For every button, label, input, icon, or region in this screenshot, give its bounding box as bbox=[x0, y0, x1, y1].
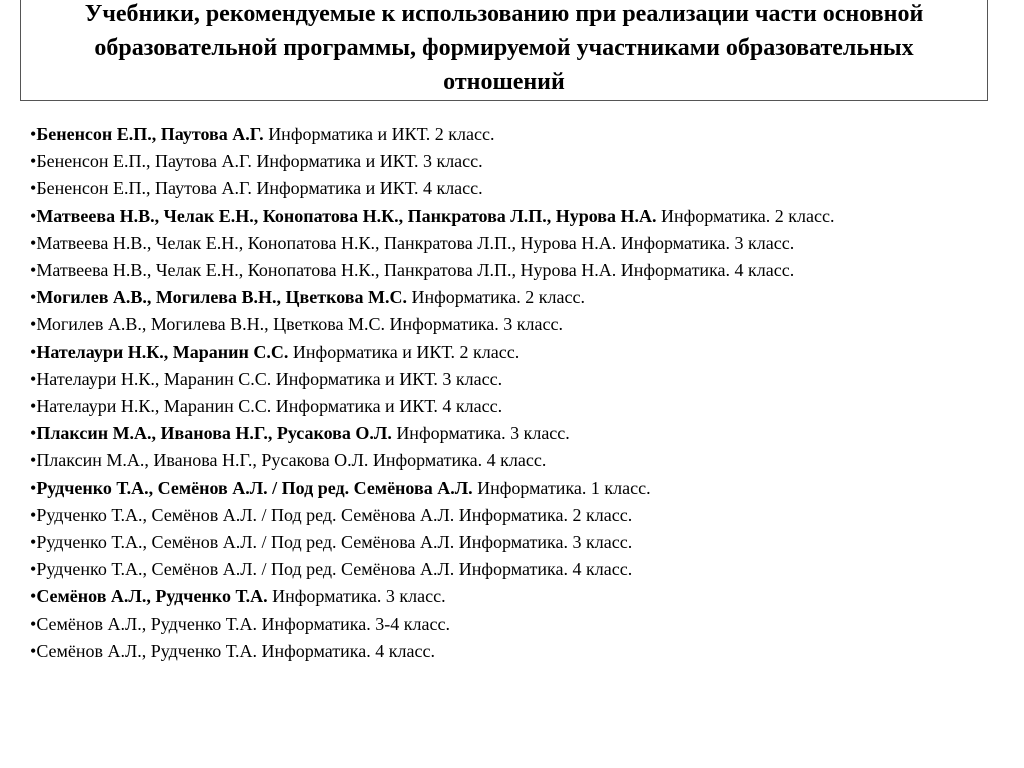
bullet-marker: • bbox=[30, 640, 37, 661]
item-title: Информатика. 4 класс. bbox=[256, 640, 435, 661]
list-item bbox=[30, 420, 978, 447]
item-authors: Бененсон Е.П., Паутова А.Г. bbox=[36, 124, 264, 144]
item-authors: Нателаури Н.К., Маранин С.С. bbox=[36, 396, 272, 417]
bullet-marker: • bbox=[30, 124, 37, 144]
list-item bbox=[30, 393, 978, 420]
item-authors: Бененсон Е.П., Паутова А.Г. bbox=[36, 151, 252, 172]
item-authors: Плаксин М.А., Иванова Н.Г., Русакова О.Л. bbox=[36, 423, 392, 444]
item-title: Информатика. 2 класс. bbox=[656, 205, 835, 226]
item-title: Информатика. 3 класс. bbox=[267, 586, 446, 607]
item-authors: Нателаури Н.К., Маранин С.С. bbox=[36, 368, 272, 389]
bullet-marker: • bbox=[30, 287, 37, 308]
bullet-marker: • bbox=[30, 205, 37, 226]
item-authors: Семёнов А.Л., Рудченко Т.А. bbox=[36, 613, 257, 634]
list-item bbox=[30, 638, 978, 665]
page-title: Учебники, рекомендуемые к использованию при реализации части основной образовательной программы, формируемой участниками образовательных отношений bbox=[84, 1, 924, 95]
item-authors: Матвеева Н.В., Челак Е.Н., Конопатова Н.К., Панкратова Л.П., Нурова Н.А. bbox=[36, 205, 657, 226]
item-authors: Матвеева Н.В., Челак Е.Н., Конопатова Н.К., Панкратова Л.П., Нурова Н.А. bbox=[36, 260, 617, 281]
item-title: Информатика. 4 класс. bbox=[616, 260, 795, 281]
list-item bbox=[30, 311, 978, 338]
list-item bbox=[30, 502, 978, 529]
bullet-marker: • bbox=[30, 396, 37, 417]
item-authors: Рудченко Т.А., Семёнов А.Л. / Под ред. Семёнова А.Л. bbox=[36, 559, 455, 580]
list-item bbox=[30, 203, 978, 230]
bullet-marker: • bbox=[30, 151, 37, 172]
item-authors: Бененсон Е.П., Паутова А.Г. bbox=[36, 178, 252, 199]
item-authors: Плаксин М.А., Иванова Н.Г., Русакова О.Л. bbox=[36, 450, 369, 471]
list-item bbox=[30, 447, 978, 474]
list-item bbox=[30, 148, 978, 175]
list-item bbox=[30, 339, 978, 366]
list-item bbox=[30, 121, 978, 148]
bullet-marker: • bbox=[30, 532, 37, 553]
item-authors: Рудченко Т.А., Семёнов А.Л. / Под ред. Семёнова А.Л. bbox=[36, 477, 473, 498]
item-title: Информатика. 3 класс. bbox=[454, 532, 633, 553]
textbook-list bbox=[30, 121, 978, 665]
list-item bbox=[30, 611, 978, 638]
item-title: Информатика и ИКТ. 3 класс. bbox=[271, 368, 503, 389]
item-title: Информатика и ИКТ. 4 класс. bbox=[271, 396, 503, 417]
bullet-marker: • bbox=[30, 504, 37, 525]
item-title: Информатика и ИКТ. 2 класс. bbox=[288, 341, 520, 362]
item-authors: Семёнов А.Л., Рудченко Т.А. bbox=[36, 640, 257, 661]
item-title: Информатика. 1 класс. bbox=[472, 477, 651, 498]
bullet-marker: • bbox=[30, 450, 37, 471]
list-item bbox=[30, 257, 978, 284]
item-title: Информатика и ИКТ. 3 класс. bbox=[251, 151, 483, 172]
list-item bbox=[30, 556, 978, 583]
item-title: Информатика. 3 класс. bbox=[616, 232, 795, 253]
item-authors: Матвеева Н.В., Челак Е.Н., Конопатова Н.К., Панкратова Л.П., Нурова Н.А. bbox=[36, 232, 617, 253]
item-title: Информатика и ИКТ. 4 класс. bbox=[251, 178, 483, 199]
bullet-marker: • bbox=[30, 559, 37, 580]
list-item bbox=[30, 175, 978, 202]
bullet-marker: • bbox=[30, 613, 37, 634]
item-title: Информатика и ИКТ. 2 класс. bbox=[263, 124, 495, 144]
bullet-marker: • bbox=[30, 232, 37, 253]
list-item bbox=[30, 366, 978, 393]
list-item bbox=[30, 583, 978, 610]
item-title: Информатика. 3 класс. bbox=[385, 314, 563, 335]
title-box bbox=[20, 0, 988, 101]
list-item bbox=[30, 284, 978, 311]
item-title: Информатика. 3-4 класс. bbox=[256, 613, 450, 634]
item-title: Информатика. 2 класс. bbox=[406, 287, 585, 308]
item-authors: Рудченко Т.А., Семёнов А.Л. / Под ред. Семёнова А.Л. bbox=[36, 532, 455, 553]
item-authors: Могилев А.В., Могилева В.Н., Цветкова М.С. bbox=[36, 314, 386, 335]
item-title: Информатика. 4 класс. bbox=[454, 559, 633, 580]
list-item bbox=[30, 529, 978, 556]
item-authors: Рудченко Т.А., Семёнов А.Л. / Под ред. Семёнова А.Л. bbox=[36, 504, 455, 525]
item-title: Информатика. 4 класс. bbox=[368, 450, 547, 471]
item-authors: Могилев А.В., Могилева В.Н., Цветкова М.С. bbox=[36, 287, 407, 308]
list-item bbox=[30, 230, 978, 257]
bullet-marker: • bbox=[30, 477, 37, 498]
item-title: Информатика. 2 класс. bbox=[454, 504, 633, 525]
list-item bbox=[30, 475, 978, 502]
bullet-marker: • bbox=[30, 178, 37, 199]
item-authors: Нателаури Н.К., Маранин С.С. bbox=[36, 341, 289, 362]
bullet-marker: • bbox=[30, 423, 37, 444]
bullet-marker: • bbox=[30, 260, 37, 281]
item-authors: Семёнов А.Л., Рудченко Т.А. bbox=[36, 586, 268, 607]
bullet-marker: • bbox=[30, 368, 37, 389]
item-title: Информатика. 3 класс. bbox=[391, 423, 570, 444]
bullet-marker: • bbox=[30, 586, 37, 607]
bullet-marker: • bbox=[30, 314, 37, 335]
bullet-marker: • bbox=[30, 341, 37, 362]
